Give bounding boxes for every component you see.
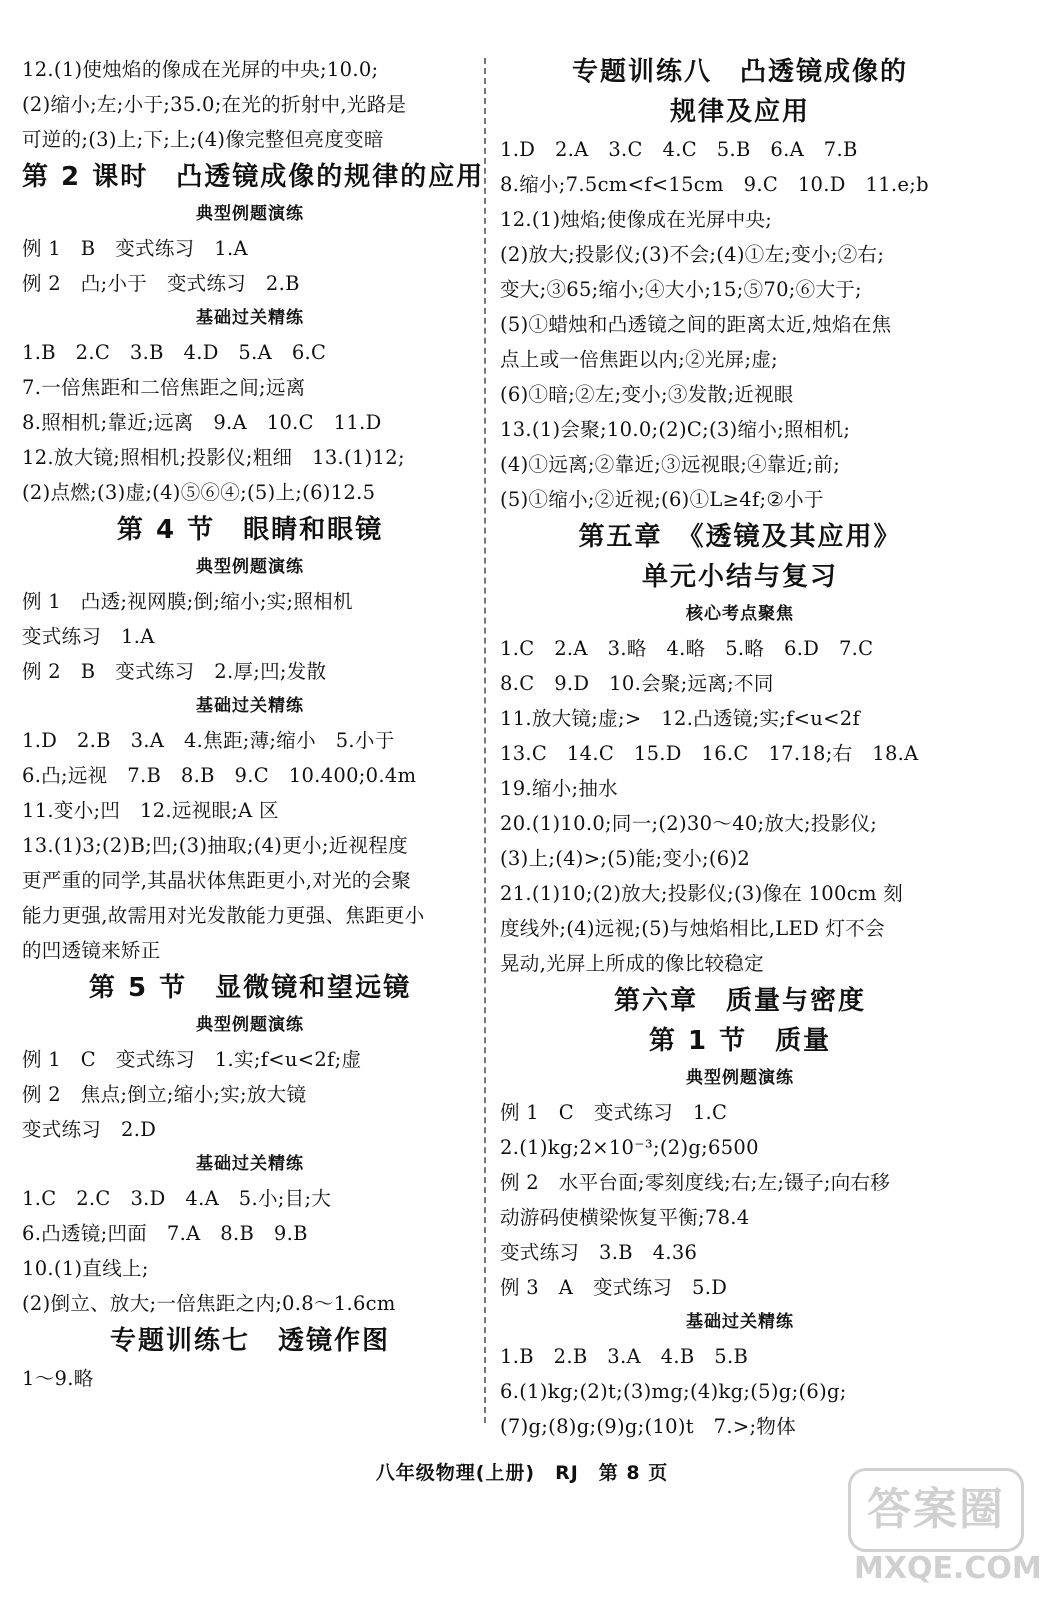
answer-line: 19.缩小;抽水 bbox=[500, 777, 618, 800]
answer-line: 2.(1)kg;2×10⁻³;(2)g;6500 bbox=[500, 1136, 759, 1159]
answer-line: 12.放大镜;照相机;投影仪;粗细 13.(1)12; bbox=[22, 446, 405, 469]
page-footer: 八年级物理(上册) RJ 第 8 页 bbox=[375, 1462, 669, 1484]
answer-line: (4)①远离;②靠近;③远视眼;④靠近;前; bbox=[500, 453, 841, 476]
subsection-heading: 典型例题演练 bbox=[196, 1015, 304, 1035]
answer-line: 11.变小;凹 12.远视眼;A 区 bbox=[22, 799, 279, 822]
answer-line: 更严重的同学,其晶状体焦距更小,对光的会聚 bbox=[22, 869, 412, 892]
answer-line: 例 2 凸;小于 变式练习 2.B bbox=[22, 272, 300, 295]
answer-line: 的凹透镜来矫正 bbox=[22, 939, 161, 962]
answer-line: 晃动,光屏上所成的像比较稳定 bbox=[500, 952, 764, 975]
answer-line: (2)放大;投影仪;(3)不会;(4)①左;变小;②右; bbox=[500, 243, 885, 266]
answer-line: 11.放大镜;虚;> 12.凸透镜;实;f<u<2f bbox=[500, 707, 861, 730]
watermark-url: MXQE.COM bbox=[854, 1551, 1042, 1586]
subsection-heading: 基础过关精练 bbox=[196, 308, 304, 328]
answer-line: 13.(1)3;(2)B;凹;(3)抽取;(4)更小;近视程度 bbox=[22, 834, 408, 857]
answer-line: 21.(1)10;(2)放大;投影仪;(3)像在 100cm 刻 bbox=[500, 882, 904, 905]
answer-line: 例 2 B 变式练习 2.厚;凹;发散 bbox=[22, 660, 327, 683]
section-heading: 规律及应用 bbox=[669, 97, 810, 127]
answer-line: 1.C 2.A 3.略 4.略 5.略 6.D 7.C bbox=[500, 637, 874, 660]
section-heading: 第六章 质量与密度 bbox=[613, 986, 866, 1016]
answer-line: (5)①缩小;②近视;(6)①L≥4f;②小于 bbox=[500, 488, 824, 511]
answer-line: 能力更强,故需用对光发散能力更强、焦距更小 bbox=[22, 904, 425, 927]
column-divider bbox=[484, 58, 486, 1423]
section-heading: 第五章 《透镜及其应用》 bbox=[578, 522, 902, 552]
answer-line: 8.缩小;7.5cm<f<15cm 9.C 10.D 11.e;b bbox=[500, 173, 929, 196]
answer-line: (6)①暗;②左;变小;③发散;近视眼 bbox=[500, 383, 794, 406]
subsection-heading: 典型例题演练 bbox=[196, 557, 304, 577]
answer-line: 8.C 9.D 10.会聚;远离;不同 bbox=[500, 672, 774, 695]
section-heading: 第 5 节 显微镜和望远镜 bbox=[88, 973, 412, 1003]
answer-line: 变式练习 3.B 4.36 bbox=[500, 1241, 698, 1264]
watermark-logo: 答案圈 bbox=[848, 1468, 1024, 1552]
answer-line: 例 2 焦点;倒立;缩小;实;放大镜 bbox=[22, 1083, 307, 1106]
answer-line: 1.D 2.B 3.A 4.焦距;薄;缩小 5.小于 bbox=[22, 729, 395, 752]
subsection-heading: 基础过关精练 bbox=[196, 696, 304, 716]
answer-line: 变式练习 2.D bbox=[22, 1118, 157, 1141]
watermark bbox=[854, 1468, 1042, 1586]
answer-line: 1～9.略 bbox=[22, 1367, 94, 1390]
answer-line: 1.B 2.B 3.A 4.B 5.B bbox=[500, 1345, 749, 1368]
answer-line: 8.照相机;靠近;远离 9.A 10.C 11.D bbox=[22, 411, 382, 434]
answer-line: 10.(1)直线上; bbox=[22, 1257, 149, 1280]
answer-line: 13.(1)会聚;10.0;(2)C;(3)缩小;照相机; bbox=[500, 418, 851, 441]
left-column bbox=[22, 52, 485, 1396]
answer-line: 例 1 C 变式练习 1.实;f<u<2f;虚 bbox=[22, 1048, 362, 1071]
answer-line: 1.D 2.A 3.C 4.C 5.B 6.A 7.B bbox=[500, 138, 858, 161]
answer-line: 例 1 B 变式练习 1.A bbox=[22, 237, 248, 260]
answer-line: (7)g;(8)g;(9)g;(10)t 7.>;物体 bbox=[500, 1415, 797, 1438]
answer-line: 例 1 C 变式练习 1.C bbox=[500, 1101, 728, 1124]
section-heading: 专题训练八 凸透镜成像的 bbox=[571, 57, 908, 87]
section-heading: 第 4 节 眼睛和眼镜 bbox=[116, 515, 384, 545]
section-heading: 专题训练七 透镜作图 bbox=[109, 1326, 390, 1356]
subsection-heading: 典型例题演练 bbox=[686, 1068, 794, 1088]
answer-line: 6.凸透镜;凹面 7.A 8.B 9.B bbox=[22, 1222, 308, 1245]
answer-line: 1.C 2.C 3.D 4.A 5.小;目;大 bbox=[22, 1187, 332, 1210]
subsection-heading: 基础过关精练 bbox=[686, 1312, 794, 1332]
answer-line: 例 2 水平台面;零刻度线;右;左;镊子;向右移 bbox=[500, 1171, 891, 1194]
subsection-heading: 基础过关精练 bbox=[196, 1154, 304, 1174]
section-heading: 第 1 节 质量 bbox=[648, 1026, 832, 1056]
subsection-heading: 典型例题演练 bbox=[196, 204, 304, 224]
answer-line: (5)①蜡烛和凸透镜之间的距离太近,烛焰在焦 bbox=[500, 313, 892, 336]
answer-line: 6.凸;远视 7.B 8.B 9.C 10.400;0.4m bbox=[22, 764, 417, 787]
answer-line: 点上或一倍焦距以内;②光屏;虚; bbox=[500, 348, 779, 371]
answer-line: 变式练习 1.A bbox=[22, 625, 155, 648]
right-column bbox=[500, 52, 980, 1444]
section-heading: 第 2 课时 凸透镜成像的规律的应用 bbox=[22, 162, 485, 192]
answer-line: 可逆的;(3)上;下;上;(4)像完整但亮度变暗 bbox=[22, 128, 384, 151]
answer-line: 20.(1)10.0;同一;(2)30～40;放大;投影仪; bbox=[500, 812, 878, 835]
answer-line: 变大;③65;缩小;④大小;15;⑤70;⑥大于; bbox=[500, 278, 862, 301]
answer-line: 1.B 2.C 3.B 4.D 5.A 6.C bbox=[22, 341, 327, 364]
section-heading: 单元小结与复习 bbox=[641, 562, 838, 592]
answer-line: (2)倒立、放大;一倍焦距之内;0.8～1.6cm bbox=[22, 1292, 396, 1315]
answer-line: 12.(1)烛焰;使像成在光屏中央; bbox=[500, 208, 773, 231]
answer-line: 7.一倍焦距和二倍焦距之间;远离 bbox=[22, 376, 306, 399]
answer-line: 动游码使横梁恢复平衡;78.4 bbox=[500, 1206, 750, 1229]
answer-line: 12.(1)使烛焰的像成在光屏的中央;10.0; bbox=[22, 58, 379, 81]
answer-line: 例 1 凸透;视网膜;倒;缩小;实;照相机 bbox=[22, 590, 353, 613]
answer-line: 例 3 A 变式练习 5.D bbox=[500, 1276, 728, 1299]
answer-line: 度线外;(4)远视;(5)与烛焰相比,LED 灯不会 bbox=[500, 917, 885, 940]
answer-line: (2)点燃;(3)虚;(4)⑤⑥④;(5)上;(6)12.5 bbox=[22, 481, 376, 504]
subsection-heading: 核心考点聚焦 bbox=[686, 604, 794, 624]
answer-line: 13.C 14.C 15.D 16.C 17.18;右 18.A bbox=[500, 742, 919, 765]
answer-line: (3)上;(4)>;(5)能;变小;(6)2 bbox=[500, 847, 751, 870]
answer-line: (2)缩小;左;小于;35.0;在光的折射中,光路是 bbox=[22, 93, 407, 116]
answer-line: 6.(1)kg;(2)t;(3)mg;(4)kg;(5)g;(6)g; bbox=[500, 1380, 847, 1403]
